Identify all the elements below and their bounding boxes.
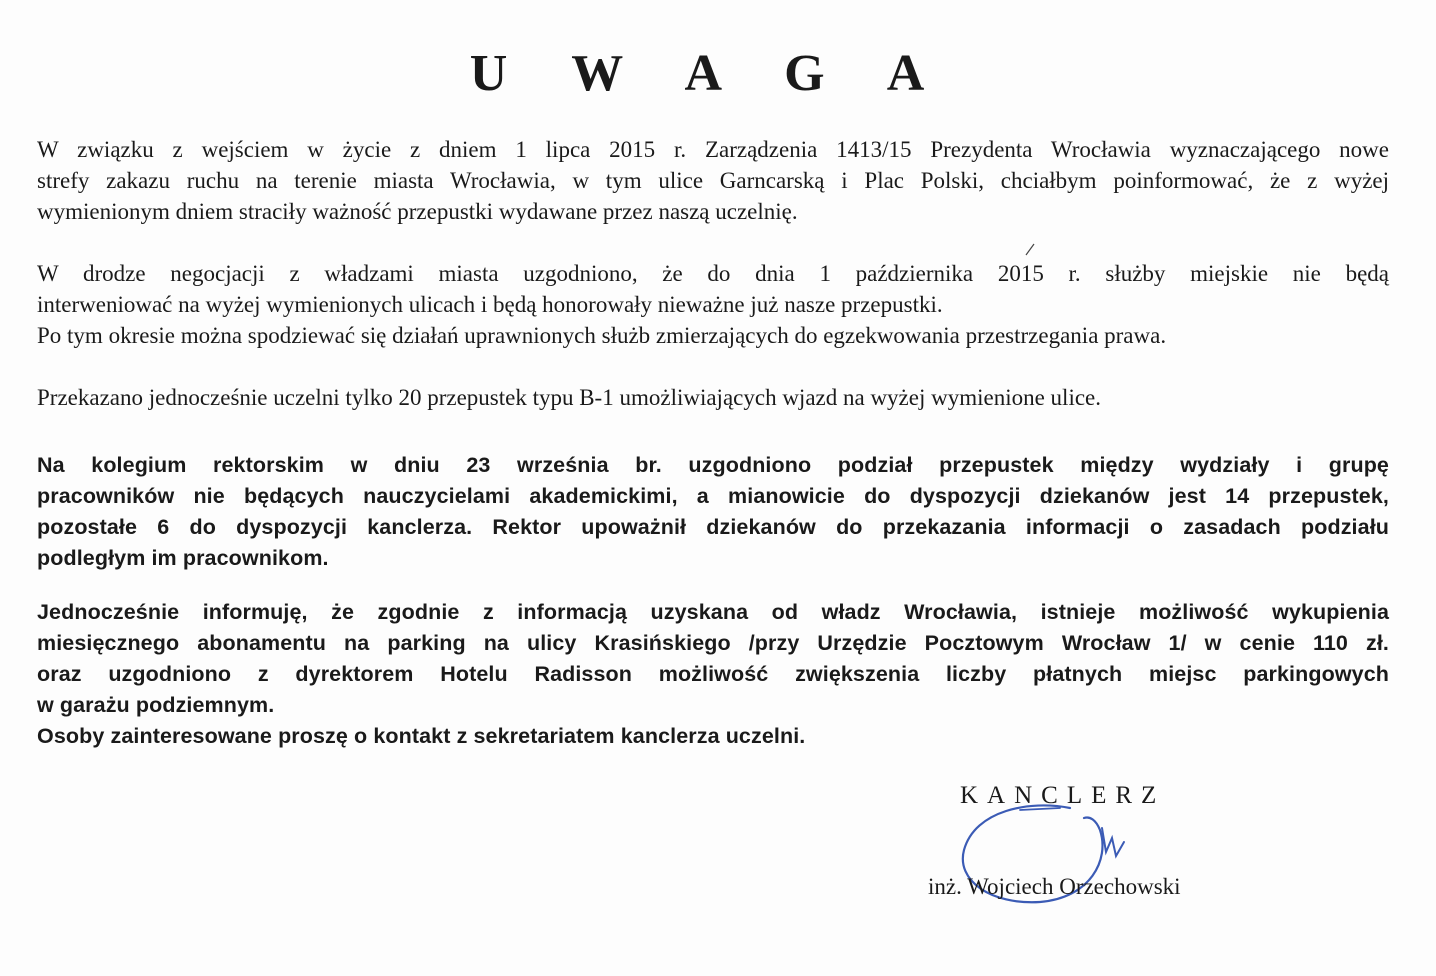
text-line: wymienionym dniem straciły ważność przepustki wydawane przez naszą uczelnię. xyxy=(37,199,798,224)
text-line: w garażu podziemnym. xyxy=(37,693,275,717)
text-line: pracowników nie będących nauczycielami akademickimi, a mianowicie do dyspozycji dziekanów jest 14 przepustek, xyxy=(37,484,1389,508)
text-line: oraz uzgodniono z dyrektorem Hotelu Radisson możliwość zwiększenia liczby płatnych miejsc parkingowych xyxy=(37,662,1389,686)
text-line: W drodze negocjacji z władzami miasta uzgodniono, że do dnia 1 października 2015 r. służby miejskie nie będą xyxy=(37,261,1389,286)
text-line: Przekazano jednocześnie uczelni tylko 20 przepustek typu B-1 umożliwiających wjazd na wyżej wymienione ulice. xyxy=(37,385,1102,410)
text-line: podległym im pracownikom. xyxy=(37,546,329,570)
text-line: W związku z wejściem w życie z dniem 1 lipca 2015 r. Zarządzenia 1413/15 Prezydenta Wrocławia wyznaczającego nowe xyxy=(37,137,1389,162)
text-line: pozostałe 6 do dyspozycji kanclerza. Rektor upoważnił dziekanów do przekazania informacji o zasadach podziału xyxy=(37,515,1389,539)
text-line: miesięcznego abonamentu na parking na ulicy Krasińskiego /przy Urzędzie Pocztowym Wrocław 1/ w cenie 110 zł. xyxy=(37,631,1389,655)
paragraph-b1-passes xyxy=(37,382,1389,413)
paragraph-negotiation xyxy=(37,258,1389,351)
text-line: strefy zakazu ruchu na terenie miasta Wrocławia, w tym ulice Garncarską i Plac Polski, chciałbym poinformować, że z wyżej xyxy=(37,168,1389,193)
paragraph-parking xyxy=(37,597,1389,752)
text-line: Jednocześnie informuję, że zgodnie z informacją uzyskana od władz Wrocławia, istnieje możliwość wykupienia xyxy=(37,600,1389,624)
notice-title: U W A G A xyxy=(469,45,951,102)
signatory-title: KANCLERZ xyxy=(960,782,1166,809)
handwritten-signature xyxy=(950,790,1150,920)
text-line: Osoby zainteresowane proszę o kontakt z sekretariatem kanclerza uczelni. xyxy=(37,724,806,748)
pen-tick-mark xyxy=(1024,242,1036,256)
paragraph-rector-college xyxy=(37,450,1389,574)
paragraph-zone-change xyxy=(37,134,1389,227)
text-line: interweniować na wyżej wymienionych ulicach i będą honorowały nieważne już nasze przepustki. xyxy=(37,292,943,317)
text-line: Na kolegium rektorskim w dniu 23 września br. uzgodniono podział przepustek między wydziały i grupę xyxy=(37,453,1389,477)
signatory-name: inż. Wojciech Orzechowski xyxy=(928,874,1181,899)
text-line: Po tym okresie można spodziewać się działań uprawnionych służb zmierzających do egzekwowania przestrzegania prawa. xyxy=(37,323,1167,348)
